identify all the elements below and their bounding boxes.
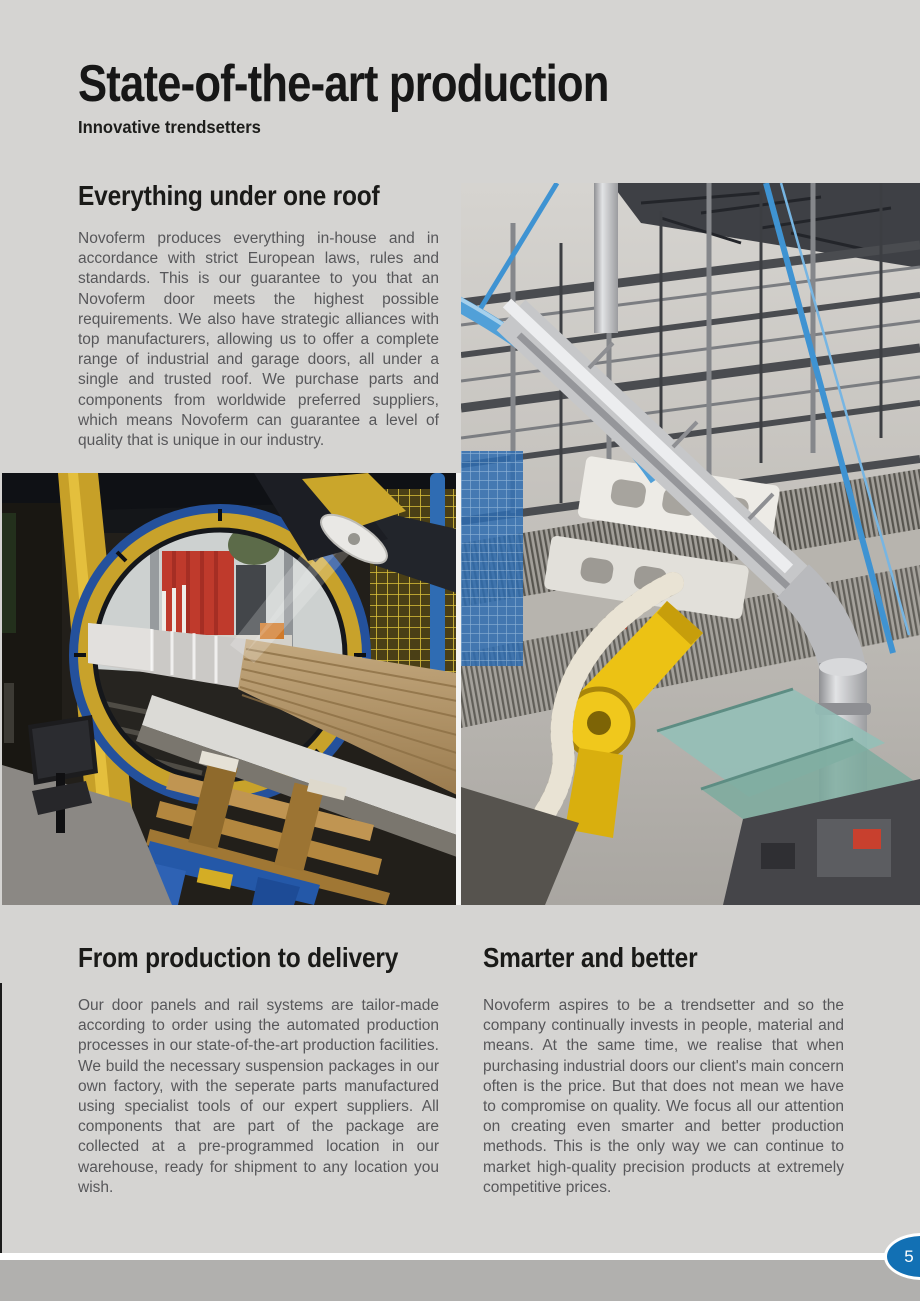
- door-panel-wrapping-machine-photo: [2, 473, 457, 905]
- section-heading-from-production-to-delivery: From production to delivery: [78, 942, 399, 973]
- photo-gap-divider: [456, 473, 461, 905]
- footer-separator-line: [0, 1253, 920, 1260]
- section-body-from-production-to-delivery: Our door panels and rail systems are tailor-made according to order using the automated production processes in our state-of-the-art production facilities. We build the necessary suspension packages in our own factory, with the seperate parts manufactured using specialist tools of our expert suppliers. All components that are part of the package are collected at a pre-programmed location in our warehouse, ready for shipment to any location you wish.: [78, 997, 439, 1196]
- automated-production-hall-photo: [461, 183, 920, 905]
- page-number: 5: [904, 1246, 914, 1266]
- wrapping-machine-graphic: [2, 473, 457, 905]
- footer-band: [0, 1260, 920, 1301]
- section-body-smarter-and-better: Novoferm aspires to be a trendsetter and so the company continually invests in people, material and means. At the same time, we realise that when purchasing industrial doors our client's main concern often is the price. But that does not mean we have to compromise on quality. We focus all our attention on creating even smarter and better production methods. This is the only way we can continue to market high-quality precision products at extremely competitive prices.: [483, 997, 844, 1196]
- page-subtitle: Innovative trendsetters: [78, 117, 261, 137]
- page-title: State-of-the-art production: [78, 55, 609, 113]
- section-heading-everything-under-one-roof: Everything under one roof: [78, 180, 380, 211]
- page-edge-shadow: [0, 983, 2, 1253]
- section-body-everything-under-one-roof: Novoferm produces everything in-house and in accordance with strict European laws, rules and standards. This is our guarantee to you that an Novoferm door meets the highest possible requirements. We also have strategic alliances with top manufacturers, allowing us to offer a complete range of industrial and garage doors, all under a single and trusted roof. We purchase parts and components from worldwide preferred suppliers, which means Novoferm can guarantee a level of quality that is unique in our industry.: [78, 230, 439, 450]
- section-heading-smarter-and-better: Smarter and better: [483, 942, 698, 973]
- production-hall-graphic: [461, 183, 920, 905]
